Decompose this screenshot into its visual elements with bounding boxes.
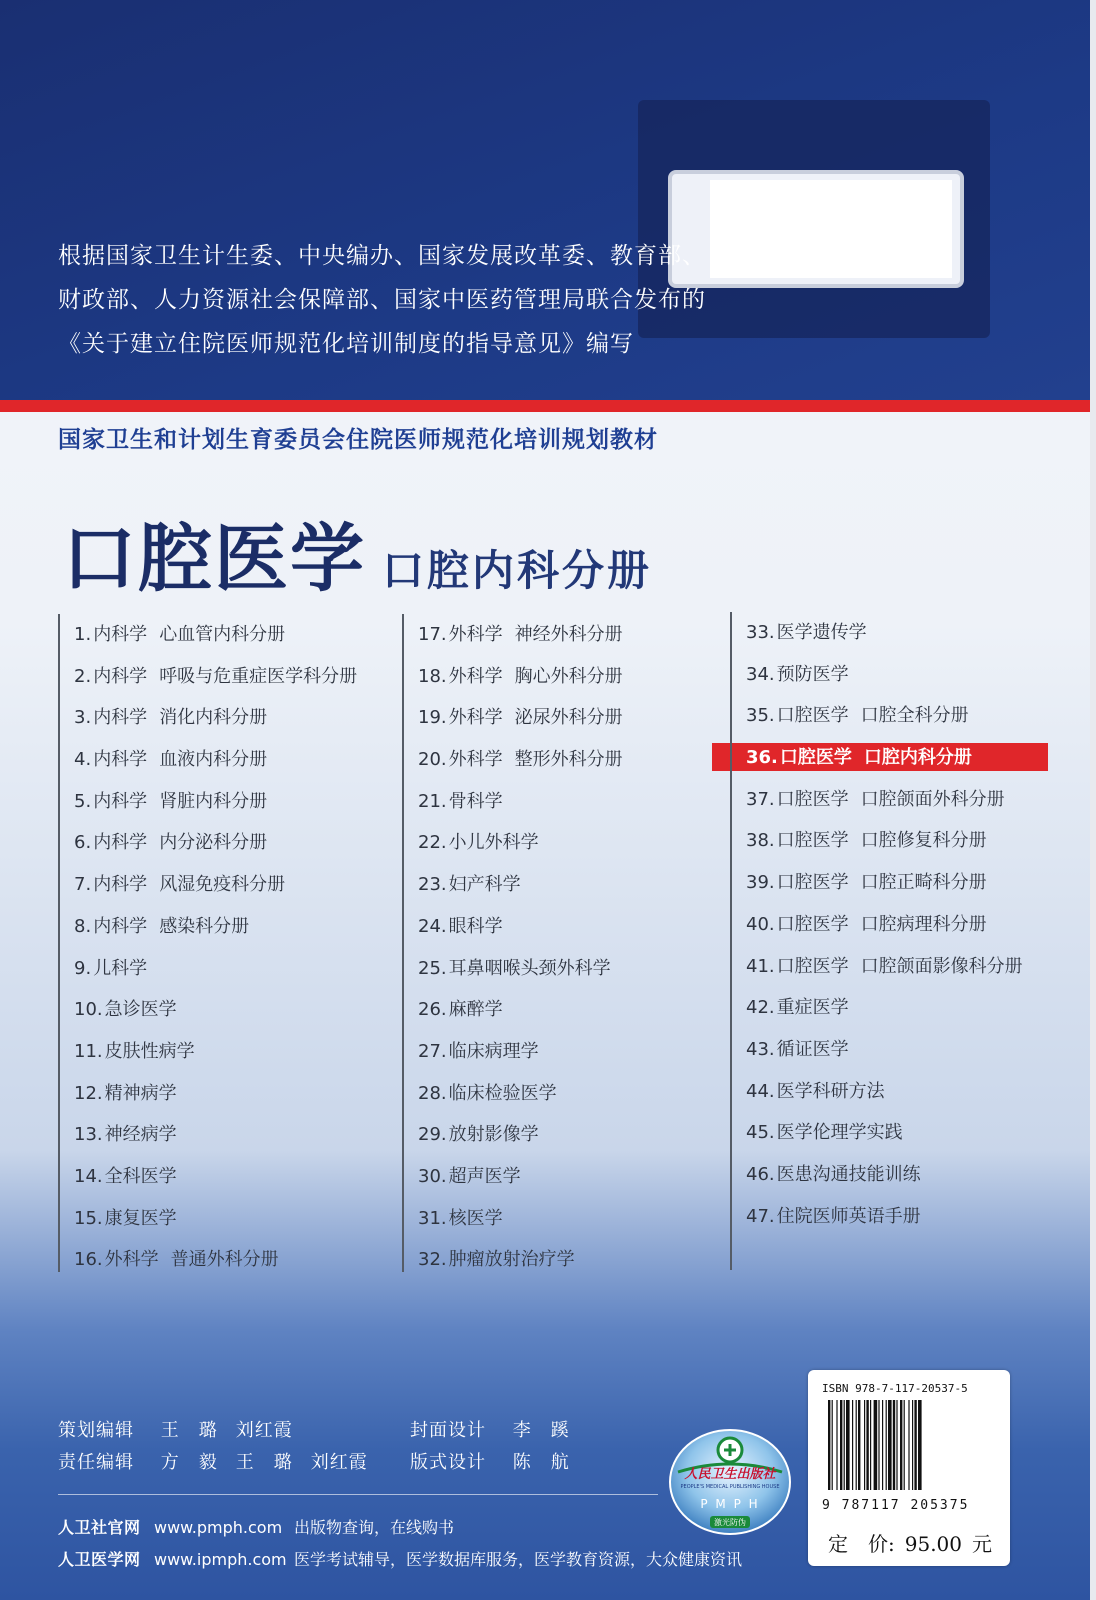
book-subtitle: 口腔颌面影像科分册 — [860, 955, 1023, 977]
book-number: 17. — [418, 624, 447, 645]
book-list-item — [746, 654, 1060, 696]
book-name: 急诊医学 — [104, 999, 177, 1021]
website-label: 人卫医学网 — [58, 1550, 141, 1569]
book-list-item — [418, 739, 720, 781]
book-number: 33. — [746, 622, 775, 643]
label-window — [668, 170, 964, 288]
book-number: 7. — [74, 874, 92, 896]
book-list-item-current — [746, 737, 1060, 779]
logo-en: PEOPLE'S MEDICAL PUBLISHING HOUSE — [680, 1484, 780, 1490]
book-number: 11. — [74, 1040, 103, 1062]
book-name: 内科学 — [93, 832, 148, 854]
book-subtitle: 呼吸与危重症医学科分册 — [159, 665, 358, 687]
book-name: 全科医学 — [104, 1165, 177, 1187]
book-name: 外科学 — [448, 624, 503, 645]
price — [828, 1528, 1002, 1557]
website-label: 人卫社官网 — [58, 1518, 141, 1537]
book-list-item — [74, 864, 388, 906]
book-name: 康复医学 — [104, 1207, 177, 1229]
book-subtitle: 感染科分册 — [159, 915, 250, 937]
book-name: 超声医学 — [448, 1165, 521, 1187]
book-name: 临床检验医学 — [448, 1082, 557, 1104]
book-name: 临床病理学 — [448, 1040, 539, 1062]
book-number: 34. — [746, 663, 775, 685]
book-name: 医学遗传学 — [776, 622, 867, 643]
book-number: 1. — [74, 624, 92, 645]
book-list-item — [746, 612, 1060, 654]
book-number: 46. — [746, 1163, 775, 1185]
intro-text — [58, 234, 706, 366]
book-list-item — [74, 739, 388, 781]
book-subtitle: 口腔正畸科分册 — [860, 872, 987, 894]
book-subtitle: 口腔修复科分册 — [860, 830, 987, 852]
book-number: 37. — [746, 788, 775, 810]
book-list-item — [418, 1198, 720, 1240]
book-name: 医患沟通技能训练 — [776, 1163, 921, 1185]
book-subtitle: 内分泌科分册 — [159, 832, 268, 854]
book-list-item — [74, 989, 388, 1031]
book-name: 小儿外科学 — [448, 832, 539, 854]
credit-name: 刘红霞 — [235, 1420, 293, 1441]
book-name: 重症医学 — [776, 997, 849, 1019]
book-number: 16. — [74, 1249, 103, 1271]
book-subtitle: 整形外科分册 — [514, 749, 623, 771]
barcode-digits: 9 787117 205375 — [822, 1498, 970, 1513]
book-subtitle: 口腔病理科分册 — [860, 913, 987, 935]
book-name: 外科学 — [104, 1249, 159, 1271]
book-subtitle: 心血管内科分册 — [159, 624, 286, 645]
book-number: 21. — [418, 790, 447, 812]
book-number: 42. — [746, 997, 775, 1019]
book-list-item — [74, 822, 388, 864]
book-name: 预防医学 — [776, 663, 849, 685]
credit-role: 责任编辑 — [58, 1452, 134, 1473]
book-list-item — [418, 656, 720, 698]
book-name: 骨科学 — [448, 790, 503, 812]
credit-role: 策划编辑 — [58, 1420, 134, 1441]
book-subtitle: 胸心外科分册 — [514, 665, 623, 687]
book-number: 3. — [74, 707, 92, 729]
book-number: 23. — [418, 874, 447, 896]
book-name: 口腔医学 — [776, 830, 849, 852]
book-list-item — [74, 1073, 388, 1115]
book-number: 41. — [746, 955, 775, 977]
book-list-item — [74, 656, 388, 698]
book-number: 32. — [418, 1249, 447, 1271]
book-name: 口腔医学 — [776, 705, 849, 727]
book-name: 医学科研方法 — [776, 1080, 885, 1102]
barcode-icon — [828, 1400, 1000, 1490]
book-number: 8. — [74, 915, 92, 937]
book-number: 20. — [418, 749, 447, 771]
logo-text: 人民卫生出版社 — [684, 1467, 776, 1482]
barcode-card — [808, 1370, 1010, 1566]
isbn-text: ISBN 978-7-117-20537-5 — [822, 1382, 968, 1395]
website-url[interactable]: www.pmph.com — [154, 1518, 283, 1537]
book-number: 13. — [74, 1124, 103, 1146]
book-number: 40. — [746, 913, 775, 935]
book-number: 43. — [746, 1038, 775, 1060]
book-number: 35. — [746, 705, 775, 727]
main-title: 口腔医学 — [62, 516, 366, 602]
book-subtitle: 普通外科分册 — [170, 1249, 279, 1271]
book-list-item — [746, 695, 1060, 737]
price-unit: 元 — [972, 1532, 993, 1556]
sub-title: 口腔内科分册 — [382, 546, 653, 595]
book-number: 6. — [74, 832, 92, 854]
book-list-item — [418, 1031, 720, 1073]
book-list-item — [418, 948, 720, 990]
book-list-item — [746, 820, 1060, 862]
book-name: 精神病学 — [104, 1082, 177, 1104]
red-stripe — [0, 400, 1096, 412]
logo-badge: 激光防伪 — [714, 1518, 746, 1527]
book-name: 妇产科学 — [448, 874, 521, 896]
book-subtitle: 肾脏内科分册 — [159, 790, 268, 812]
book-subtitle: 口腔内科分册 — [863, 747, 972, 769]
book-name: 内科学 — [93, 624, 148, 645]
page-edge — [1090, 0, 1096, 1600]
series-title: 国家卫生和计划生育委员会住院医师规范化培训规划教材 — [58, 427, 658, 453]
book-list-item — [74, 1156, 388, 1198]
book-number: 36. — [746, 747, 778, 769]
credit-name: 刘红霞 — [310, 1452, 368, 1473]
book-list-item — [418, 614, 720, 656]
book-name: 内科学 — [93, 665, 148, 687]
website-desc: 出版物查询，在线购书 — [294, 1518, 455, 1537]
book-list-item — [746, 946, 1060, 988]
book-name: 放射影像学 — [448, 1124, 539, 1146]
book-name: 口腔医学 — [776, 788, 849, 810]
book-list-item — [74, 614, 388, 656]
credit-name: 王 璐 — [235, 1452, 293, 1473]
book-list-column-3 — [730, 612, 1060, 1270]
website-desc: 医学考试辅导，医学数据库服务，医学教育资源，大众健康资讯 — [294, 1550, 743, 1569]
book-number: 39. — [746, 872, 775, 894]
book-number: 44. — [746, 1080, 775, 1102]
book-subtitle: 血液内科分册 — [159, 749, 268, 771]
book-name: 耳鼻咽喉头颈外科学 — [448, 957, 611, 979]
book-number: 5. — [74, 790, 92, 812]
book-list-item — [74, 1114, 388, 1156]
book-list-item — [74, 906, 388, 948]
credit-planning-editor — [58, 1416, 311, 1442]
book-name: 皮肤性病学 — [104, 1040, 195, 1062]
intro-line: 财政部、人力资源社会保障部、国家中医药管理局联合发布的 — [58, 287, 706, 313]
credit-responsible-editor — [58, 1448, 386, 1474]
book-number: 10. — [74, 999, 103, 1021]
credit-role: 封面设计 — [410, 1420, 486, 1441]
book-list-item — [418, 1156, 720, 1198]
book-subtitle: 泌尿外科分册 — [514, 707, 623, 729]
book-subtitle: 消化内科分册 — [159, 707, 268, 729]
book-name: 医学伦理学实践 — [776, 1122, 903, 1144]
book-number: 15. — [74, 1207, 103, 1229]
book-number: 12. — [74, 1082, 103, 1104]
book-name: 儿科学 — [93, 957, 148, 979]
divider — [58, 1494, 658, 1495]
book-name: 外科学 — [448, 749, 503, 771]
book-number: 19. — [418, 707, 447, 729]
book-list-item — [418, 697, 720, 739]
credit-name: 陈 航 — [512, 1452, 570, 1473]
book-list-item — [746, 1029, 1060, 1071]
book-name: 住院医师英语手册 — [776, 1205, 921, 1227]
book-number: 4. — [74, 749, 92, 771]
price-value: 95.00 — [904, 1532, 963, 1556]
book-list-item — [746, 1196, 1060, 1238]
book-list-item — [746, 1112, 1060, 1154]
credit-name: 李 蹊 — [512, 1420, 570, 1441]
book-list-item — [74, 781, 388, 823]
book-list-column-2 — [402, 614, 720, 1272]
book-list-item — [74, 697, 388, 739]
book-name: 核医学 — [448, 1207, 503, 1229]
book-name: 麻醉学 — [448, 999, 503, 1021]
price-label: 定 价: — [828, 1532, 895, 1556]
book-list-item — [74, 1198, 388, 1240]
book-list-item — [418, 906, 720, 948]
website-url[interactable]: www.ipmph.com — [154, 1550, 287, 1569]
book-subtitle: 口腔颌面外科分册 — [860, 788, 1005, 810]
book-number: 18. — [418, 665, 447, 687]
credit-name: 王 璐 — [160, 1420, 218, 1441]
book-list-item — [746, 904, 1060, 946]
book-name: 口腔医学 — [776, 955, 849, 977]
book-number: 25. — [418, 957, 447, 979]
book-list-item — [418, 1114, 720, 1156]
book-list-item — [418, 864, 720, 906]
book-name: 外科学 — [448, 665, 503, 687]
book-number: 45. — [746, 1122, 775, 1144]
book-list-item — [746, 1071, 1060, 1113]
book-number: 27. — [418, 1040, 447, 1062]
book-number: 38. — [746, 830, 775, 852]
book-list-item — [74, 1239, 388, 1281]
book-subtitle: 口腔全科分册 — [860, 705, 969, 727]
book-number: 47. — [746, 1205, 775, 1227]
book-list-item — [74, 1031, 388, 1073]
book-list-item — [746, 987, 1060, 1029]
book-number: 29. — [418, 1124, 447, 1146]
book-number: 28. — [418, 1082, 447, 1104]
book-number: 31. — [418, 1207, 447, 1229]
book-name: 口腔医学 — [779, 747, 852, 769]
book-number: 14. — [74, 1165, 103, 1187]
book-name: 内科学 — [93, 707, 148, 729]
book-list-item — [746, 1154, 1060, 1196]
book-name: 外科学 — [448, 707, 503, 729]
website-pmph — [58, 1515, 454, 1538]
book-number: 26. — [418, 999, 447, 1021]
credit-cover-design — [410, 1416, 588, 1442]
book-name: 眼科学 — [448, 915, 503, 937]
publisher-logo-icon — [668, 1428, 792, 1536]
credit-layout-design — [410, 1448, 588, 1474]
book-subtitle: 神经外科分册 — [514, 624, 623, 645]
book-name: 内科学 — [93, 790, 148, 812]
logo-letters: P M P H — [700, 1497, 760, 1511]
intro-line: 《关于建立住院医师规范化培训制度的指导意见》编写 — [58, 331, 634, 357]
book-list-item — [418, 781, 720, 823]
book-list-item — [418, 822, 720, 864]
book-name: 肿瘤放射治疗学 — [448, 1249, 575, 1271]
book-number: 30. — [418, 1165, 447, 1187]
book-list-item — [74, 948, 388, 990]
book-name: 循证医学 — [776, 1038, 849, 1060]
book-name: 口腔医学 — [776, 913, 849, 935]
book-name: 内科学 — [93, 915, 148, 937]
book-list-item — [746, 862, 1060, 904]
book-name: 神经病学 — [104, 1124, 177, 1146]
book-list-item — [746, 779, 1060, 821]
book-list-item — [418, 989, 720, 1031]
book-name: 口腔医学 — [776, 872, 849, 894]
book-number: 24. — [418, 915, 447, 937]
book-subtitle: 风湿免疫科分册 — [159, 874, 286, 896]
credit-role: 版式设计 — [410, 1452, 486, 1473]
intro-line: 根据国家卫生计生委、中央编办、国家发展改革委、教育部、 — [58, 243, 706, 269]
book-list-item — [418, 1239, 720, 1281]
book-number: 22. — [418, 832, 447, 854]
book-list-column-1 — [58, 614, 388, 1272]
credit-name: 方 毅 — [160, 1452, 218, 1473]
book-list-item — [418, 1073, 720, 1115]
book-number: 9. — [74, 957, 92, 979]
website-ipmph — [58, 1547, 742, 1570]
book-name: 内科学 — [93, 874, 148, 896]
book-name: 内科学 — [93, 749, 148, 771]
book-number: 2. — [74, 665, 92, 687]
